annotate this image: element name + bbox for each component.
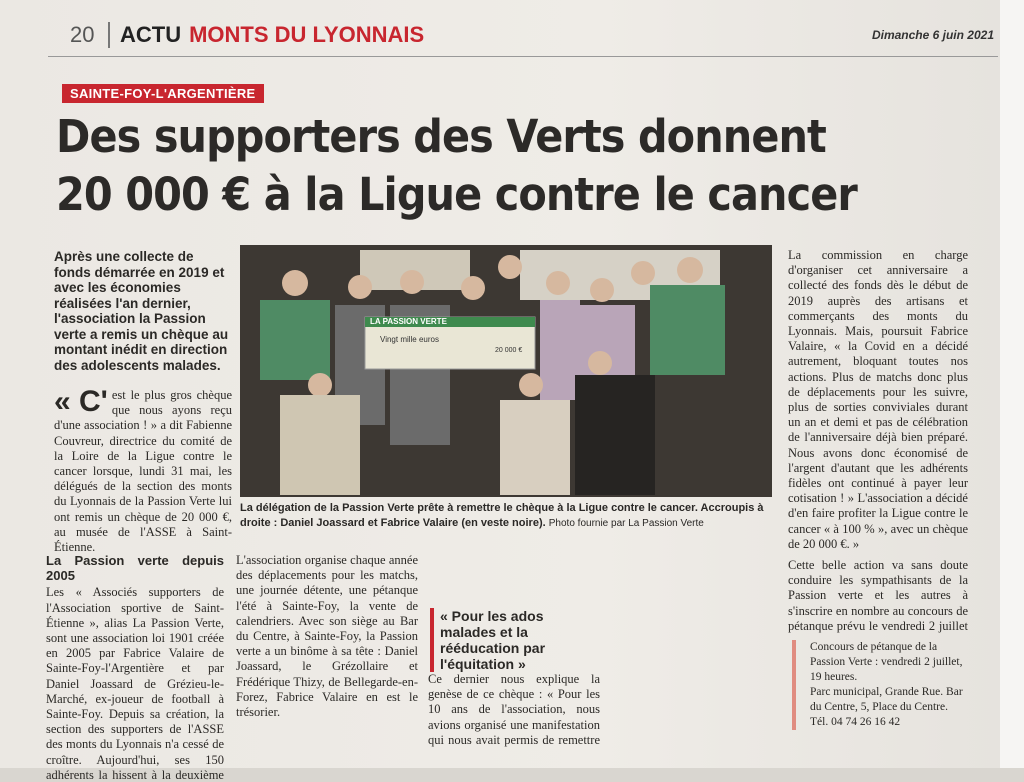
header-divider <box>108 22 110 48</box>
paragraph-5: La commission en charge d'organiser cet anniversaire a collecté des fonds dès le début de 2019 auprès des artisans et commerçants des monts du Lyonnais. Mais, poursuit Fabrice Valaire, « la Covid en a décidé autrement, bloquant toutes nos actions. Plus de matchs donc plus de déplacements pour les suivre, plus de sorties conviviales durant un an et demi et pas de célébration de l'anniversaire déjà bien préparé. Nous avons donc économisé de l'argent d'autant que les adhérents fidèles ont continué à payer leur cotisation ! » L'association a décidé d'en faire profiter la Ligue contre le cancer « à 100 % », avec un chèque de 20 000 €. » <box>788 248 968 551</box>
intertitle: « Pour les ados malades et la rééducation par l'équitation » <box>430 608 600 672</box>
paragraph-1: est le plus gros chèque que nous ayons reçu d'une association ! » a dit Fabienne Couvreur, directrice du comité de la Loire de la Ligue contre le cancer lorsque, lundi 31 mai, les délégués de la section des monts du Lyonnais de la Passion Verte lui ont remis un chèque de 20 000 €, au musée de l'ASSE à Saint-Étienne. <box>54 388 232 555</box>
rubric-label: MONTS DU LYONNAIS <box>189 22 425 47</box>
photo-caption <box>240 501 780 531</box>
group-photo-illustration <box>240 245 772 497</box>
cheque-issuer: LA PASSION VERTE <box>370 317 447 326</box>
page-edge <box>1000 0 1024 768</box>
info-line-phone: Tél. 04 74 26 16 42 <box>810 716 901 728</box>
page-header <box>70 18 994 52</box>
info-line-location: Parc municipal, Grande Rue. Bar du Centre, 5, Place du Centre. <box>810 686 963 713</box>
headline-line-1: Des supporters des Verts donnent <box>56 110 826 163</box>
cheque-amount: 20 000 € <box>495 347 523 354</box>
column-2 <box>236 553 418 768</box>
article-photo <box>240 245 772 497</box>
paragraph-3: L'association organise chaque année des déplacements pour les matchs, une journée détente, une pétanque l'été à Sainte-Foy, la vente de calendriers. Avec son siège au Bar du Centre, à Sainte-Foy, la Passion verte a un binôme à sa tête : Daniel Joassard, le Grézollaire et Frédérique Thizy, de Bellegarde-en-Forez, Fabrice Valaire en est le trésorier. <box>236 553 418 720</box>
paragraph-2: Les « Associés supporters de l'Association sportive de Saint-Étienne », alias La Passion Verte, sont une association loi 1901 créée en 2005 par Fabrice Valaire de Sainte-Foy-l'Argentière et par Daniel Joassard de Grézieu-le-Marché, ex-joueur de football à Sainte-Foy. Depuis sa création, la section des supporters de l'ASSE des monts du Lyonnais n'a cessé de croître. Aujourd'hui, ses 150 adhérents la hissent à la deuxième <box>46 585 224 782</box>
headline-line-2: 20 000 € à la Ligue contre le cancer <box>56 168 857 221</box>
page-number: 20 <box>70 22 95 47</box>
info-line-event: Concours de pétanque de la Passion Verte : vendredi 2 juillet, 19 heures. <box>810 641 963 683</box>
column-1 <box>46 553 224 782</box>
caption-text: La délégation de la Passion Verte prête à remettre le chèque à la Ligue contre le cancer. Accroupis à droite : Daniel Joassard et Fabrice Valaire (en veste noire). <box>240 502 764 529</box>
headline <box>56 108 912 224</box>
cheque-amount-words: Vingt mille euros <box>380 335 439 344</box>
issue-date: Dimanche 6 juin 2021 <box>871 28 994 42</box>
paragraph-6: Cette belle action va sans doute conduire les sympathisants de la Passion verte et les autres à s'inscrire en nombre au concours de pétanque prévu le vendredi 2 juillet <box>788 558 968 633</box>
photo-credit: Photo fournie par La Passion Verte <box>548 518 704 529</box>
subheading-history: La Passion verte depuis 2005 <box>46 553 224 584</box>
section-label: ACTU <box>120 22 182 47</box>
paragraph-4: Ce dernier nous explique la genèse de ce chèque : « Pour les 10 ans de l'association, nous avions organisé une manifestation qui nous avait permis de remettre <box>428 672 600 747</box>
location-tag: SAINTE-FOY-L'ARGENTIÈRE <box>62 84 264 103</box>
header-rule <box>48 56 998 57</box>
event-info-box <box>792 640 972 730</box>
opening-paragraph <box>54 385 232 555</box>
quote-initial: « C' <box>54 385 108 418</box>
lead-paragraph: Après une collecte de fonds démarrée en 2019 et avec les économies réalisées l'an dernier, l'association la Passion verte a remis un chèque au montant inédit en direction des adolescents malades. <box>54 249 229 373</box>
